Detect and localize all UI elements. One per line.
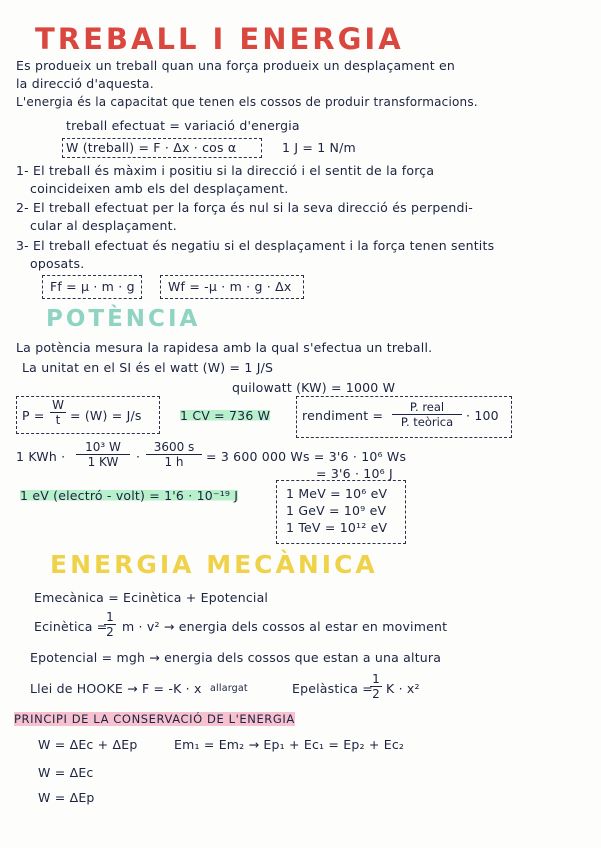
friction-force: Ff = μ · m · g — [50, 279, 135, 294]
power-fraction — [50, 398, 66, 427]
horsepower — [180, 408, 270, 423]
elastic-rest: K · x² — [386, 681, 420, 696]
treball-line-1: Es produeix un treball quan una força produeix un desplaçament en — [16, 58, 455, 73]
elastic-fraction — [370, 672, 382, 701]
treball-line-3: L'energia és la capacitat que tenen els cossos de produir transformacions. — [16, 95, 478, 109]
title-energia-mecanica: ENERGIA MECÀNICA — [50, 550, 378, 579]
friction-work: Wf = -μ · m · g · Δx — [168, 279, 292, 294]
kinetic-label: Ecinètica = — [34, 619, 108, 634]
elastic-den: 2 — [372, 687, 380, 701]
efficiency-den: P. teòrica — [400, 415, 454, 429]
item-2-a: 2- El treball efectuat per la força és nul si la seva direcció és perpendi- — [16, 200, 473, 215]
potential-energy: Epotencial = mgh → energia dels cossos que estan a una altura — [30, 650, 442, 665]
conversion-fraction-1 — [76, 440, 130, 469]
hooke-law: Llei de HOOKE → F = -K · x — [30, 681, 202, 696]
principle-title-text: PRINCIPI DE LA CONSERVACIÓ DE L'ENERGIA — [14, 712, 295, 726]
power-label: P = — [22, 408, 45, 423]
title-potencia: POTÈNCIA — [46, 306, 201, 332]
principle-title — [14, 712, 295, 726]
conversion-f2-num: 3600 s — [146, 440, 202, 455]
item-3-a: 3- El treball efectuat és negatiu si el desplaçament i la força tenen sentits — [16, 238, 495, 253]
conversion-result-2: = 3'6 · 10⁶ J — [316, 466, 393, 481]
conversion-fraction-2 — [146, 440, 202, 469]
potencia-line-2: La unitat en el SI és el watt (W) = 1 J/S — [22, 360, 274, 375]
conversion-result: = 3 600 000 Ws = 3'6 · 10⁶ Ws — [206, 449, 407, 464]
tev: 1 TeV = 10¹² eV — [286, 520, 388, 535]
item-1-b: coincideixen amb els del desplaçament. — [30, 181, 289, 196]
conversion-f1-num: 10³ W — [76, 440, 130, 455]
electron-volt — [20, 488, 238, 503]
kinetic-fraction — [104, 610, 116, 639]
efficiency-fraction — [392, 400, 462, 429]
conservation-3: W = ΔEc — [38, 765, 94, 780]
mechanical-energy: Emecànica = Ecinètica + Epotencial — [34, 590, 269, 605]
treball-line-2: la direcció d'aquesta. — [16, 76, 154, 91]
power-unit: = (W) = J/s — [70, 408, 142, 423]
horsepower-text: 1 CV = 736 W — [180, 408, 271, 423]
formula-treball-energia: treball efectuat = variació d'energia — [66, 118, 300, 133]
formula-treball: W (treball) = F · Δx · cos α — [66, 140, 237, 155]
efficiency-num: P. real — [392, 400, 462, 415]
potencia-line-1: La potència mesura la rapidesa amb la qual s'efectua un treball. — [16, 340, 433, 355]
title-treball-energia: TREBALL I ENERGIA — [35, 22, 404, 56]
conservation-1: W = ΔEc + ΔEp — [38, 737, 138, 752]
item-2-b: cular al desplaçament. — [30, 218, 177, 233]
hooke-note: allargat — [210, 683, 248, 694]
kilowatt: quilowatt (KW) = 1000 W — [232, 380, 396, 395]
conversion-f1-den: 1 KW — [87, 455, 119, 469]
unit-joule: 1 J = 1 N/m — [282, 140, 356, 155]
kinetic-den: 2 — [106, 625, 114, 639]
conversion-prefix: 1 KWh · — [16, 449, 66, 464]
kinetic-num: 1 — [104, 610, 116, 625]
conversion-f2-den: 1 h — [164, 455, 184, 469]
item-1-a: 1- El treball és màxim i positiu si la direcció i el sentit de la força — [16, 163, 435, 178]
power-den: t — [55, 413, 61, 427]
electron-volt-text: 1 eV (electró - volt) = 1'6 · 10⁻¹⁹ J — [20, 488, 239, 503]
elastic-label: Epelàstica = — [292, 681, 373, 696]
mev: 1 MeV = 10⁶ eV — [286, 486, 388, 501]
gev: 1 GeV = 10⁹ eV — [286, 503, 387, 518]
efficiency-label: rendiment = — [302, 408, 384, 423]
item-3-b: oposats. — [30, 256, 85, 271]
kinetic-rest: m · v² → energia dels cossos al estar en moviment — [122, 619, 448, 634]
conservation-2: Em₁ = Em₂ → Ep₁ + Ec₁ = Ep₂ + Ec₂ — [174, 737, 405, 752]
efficiency-factor: · 100 — [466, 408, 499, 423]
conversion-dot: · — [136, 449, 141, 464]
conservation-4: W = ΔEp — [38, 790, 95, 805]
elastic-num: 1 — [370, 672, 382, 687]
power-num: W — [50, 398, 66, 413]
